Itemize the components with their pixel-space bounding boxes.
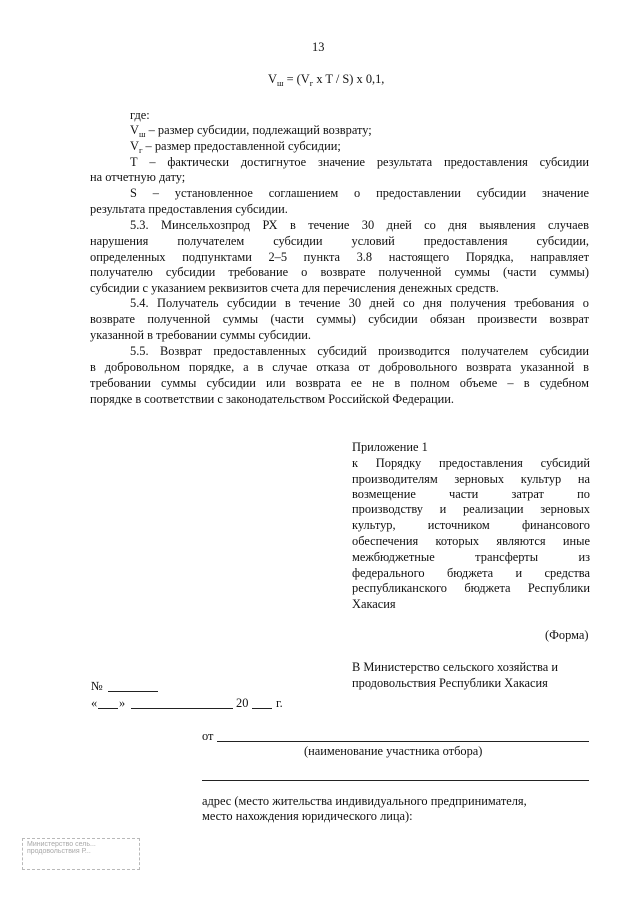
from-label: от: [202, 729, 214, 743]
paragraph-5-3-line: 5.3. Минсельхозпрод РХ в течение 30 дней со дня выявления случаев: [130, 218, 589, 232]
ministry-stamp: Министерство сель... продовольствия Р...: [22, 838, 140, 870]
paragraph-5-4-line: возврате полученной суммы (части суммы) субсидии обязан произвести возврат: [90, 312, 589, 326]
definition-t-line-2: на отчетную дату;: [90, 170, 186, 184]
form-label: (Форма): [545, 628, 589, 642]
ministry-addressee-line-1: В Министерство сельского хозяйства и: [352, 660, 558, 674]
appendix-line: республиканского бюджета Республики: [352, 581, 590, 595]
appendix-title: Приложение 1: [352, 440, 428, 454]
date-open-quote: «: [91, 696, 98, 710]
paragraph-5-4-line: указанной в требовании суммы субсидии.: [90, 328, 311, 342]
paragraph-5-5-line: в добровольном порядке, а в случае отказа от добровольного возврата указанной в: [90, 360, 589, 374]
appendix-line: производителям зерновых культур на: [352, 472, 590, 486]
date-close-quote: »: [119, 696, 126, 710]
definition-vg: $V_г$ – размер предоставленной субсидии;: [130, 139, 341, 155]
address-label-line-1: адрес (место жительства индивидуального предпринимателя,: [202, 794, 527, 808]
definition-t-line-1: Т – фактически достигнутое значение результата предоставления субсидии: [130, 155, 589, 169]
paragraph-5-3-line: определенных подпунктами 2–5 пункта 3.8 настоящего Порядка, направляет: [90, 250, 589, 264]
appendix-line: возмещение части затрат по: [352, 487, 590, 501]
appendix-line: к Порядку предоставления субсидий: [352, 456, 590, 470]
ministry-addressee-line-2: продовольствия Республики Хакасия: [352, 676, 548, 690]
participant-caption: (наименование участника отбора): [304, 744, 483, 758]
paragraph-5-5-line: требовании суммы субсидии или возврата ее не в полном объеме – в судебном: [90, 376, 589, 390]
formula: $V_ш = (V_г$ x T / S) x 0,1,: [268, 72, 385, 88]
address-label-line-2: место нахождения юридического лица):: [202, 809, 413, 823]
paragraph-5-5-line: порядке в соответствии с законодательством Российской Федерации.: [90, 392, 455, 406]
page-number: 13: [312, 40, 325, 54]
definition-vsh: $V_ш$ – размер субсидии, подлежащий возврату;: [130, 123, 372, 139]
appendix-line: производству и реализации зерновых: [352, 502, 590, 516]
participant-name-blank-2: [202, 780, 589, 781]
appendix-line: культур, источником финансового: [352, 518, 590, 532]
date-day-blank: [98, 708, 118, 709]
number-label: №: [91, 679, 103, 693]
paragraph-5-3-line: субсидии с указанием реквизитов счета для перечисления денежных средств.: [90, 281, 499, 295]
paragraph-5-5-line: 5.5. Возврат предоставленных субсидий производится получателем субсидии: [130, 344, 589, 358]
definition-s-line-2: результата предоставления субсидии.: [90, 202, 288, 216]
date-month-blank: [131, 708, 233, 709]
where-label: где:: [130, 108, 150, 122]
paragraph-5-3-line: получателю субсидии требование о возврате полученной суммы (части суммы): [90, 265, 589, 279]
year-suffix: г.: [276, 696, 283, 710]
appendix-line: обеспечения которых являются иные: [352, 534, 590, 548]
appendix-line: Хакасия: [352, 597, 396, 611]
appendix-line: федерального бюджета и средства: [352, 566, 590, 580]
number-blank: [108, 691, 158, 692]
year-prefix: 20: [236, 696, 249, 710]
participant-name-blank: [217, 741, 589, 742]
paragraph-5-3-line: нарушения получателем субсидии условий предоставления субсидии,: [90, 234, 589, 248]
year-blank: [252, 708, 272, 709]
definition-s-line-1: S – установленное соглашением о предоставлении субсидии значение: [130, 186, 589, 200]
appendix-line: межбюджетные трансферты из: [352, 550, 590, 564]
paragraph-5-4-line: 5.4. Получатель субсидии в течение 30 дней со дня получения требования о: [130, 296, 589, 310]
